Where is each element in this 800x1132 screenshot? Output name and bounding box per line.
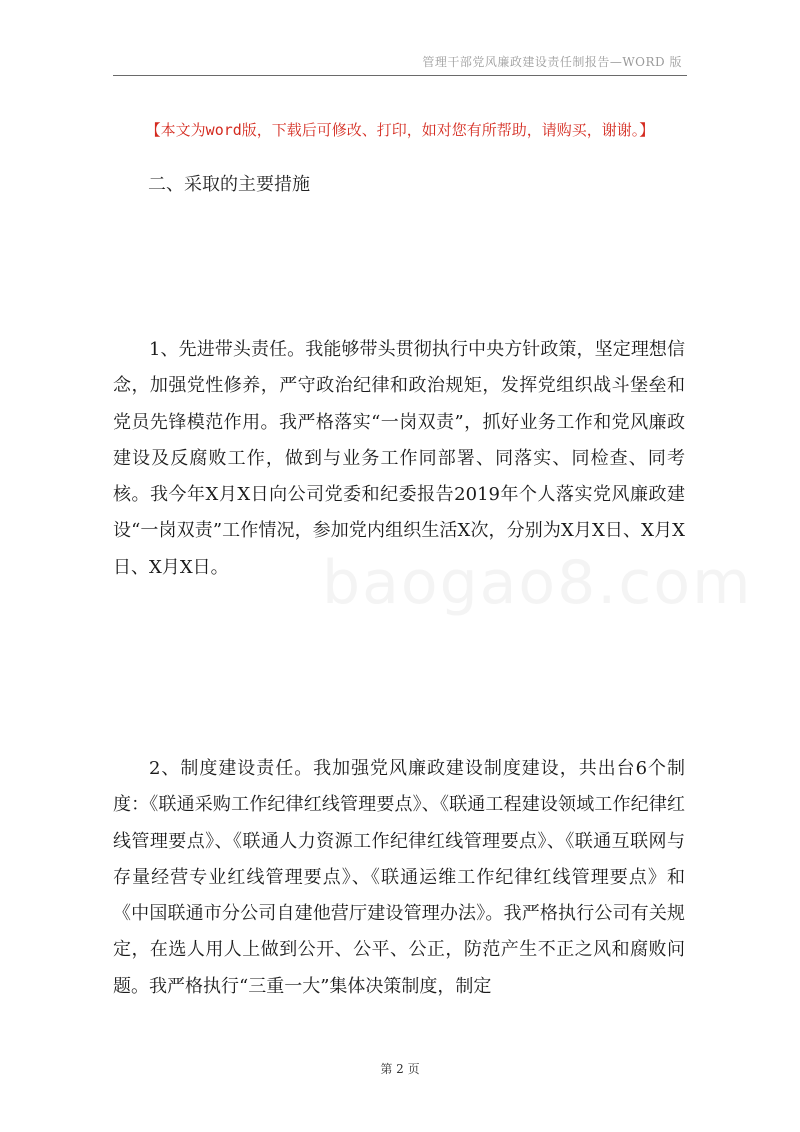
- paragraph-1: 1、先进带头责任。我能够带头贯彻执行中央方针政策，坚定理想信念，加强党性修养，严守政治纪律和政治规矩，发挥党组织战斗堡垒和党员先锋模范作用。我严格落实“一岗双责”，抓好业务工作和党风廉政建设及反腐败工作，做到与业务工作同部署、同落实、同检查、同考核。我今年X月X日向公司党委和纪委报告2019年个人落实党风廉政建设“一岗双责”工作情况，参加党内组织生活X次，分别为X月X日、X月X日、X月X日。: [113, 339, 685, 578]
- section-heading: 二、采取的主要措施: [148, 174, 310, 195]
- paragraph-2: 2、制度建设责任。我加强党风廉政建设制度建设，共出台6个制度：《联通采购工作纪律红线管理要点》、《联通工程建设领域工作纪律红线管理要点》、《联通人力资源工作纪律红线管理要点》、《联通互联网与存量经营专业红线管理要点》、《联通运维工作纪律红线管理要点》和《中国联通市分公司自建他营厅建设管理办法》。我严格执行公司有关规定，在选人用人上做到公开、公平、公正，防范产生不正之风和腐败问题。我严格执行“三重一大”集体决策制度，制定: [113, 758, 685, 997]
- header-divider: [113, 75, 687, 76]
- page-header-title: 管理干部党风廉政建设责任制报告—WORD 版: [422, 55, 682, 69]
- page-number: 第 2 页: [380, 1062, 420, 1076]
- download-notice: 【本文为word版，下载后可修改、打印，如对您有所帮助，请购买，谢谢。】: [145, 121, 655, 139]
- watermark: baogao8.com: [322, 548, 753, 618]
